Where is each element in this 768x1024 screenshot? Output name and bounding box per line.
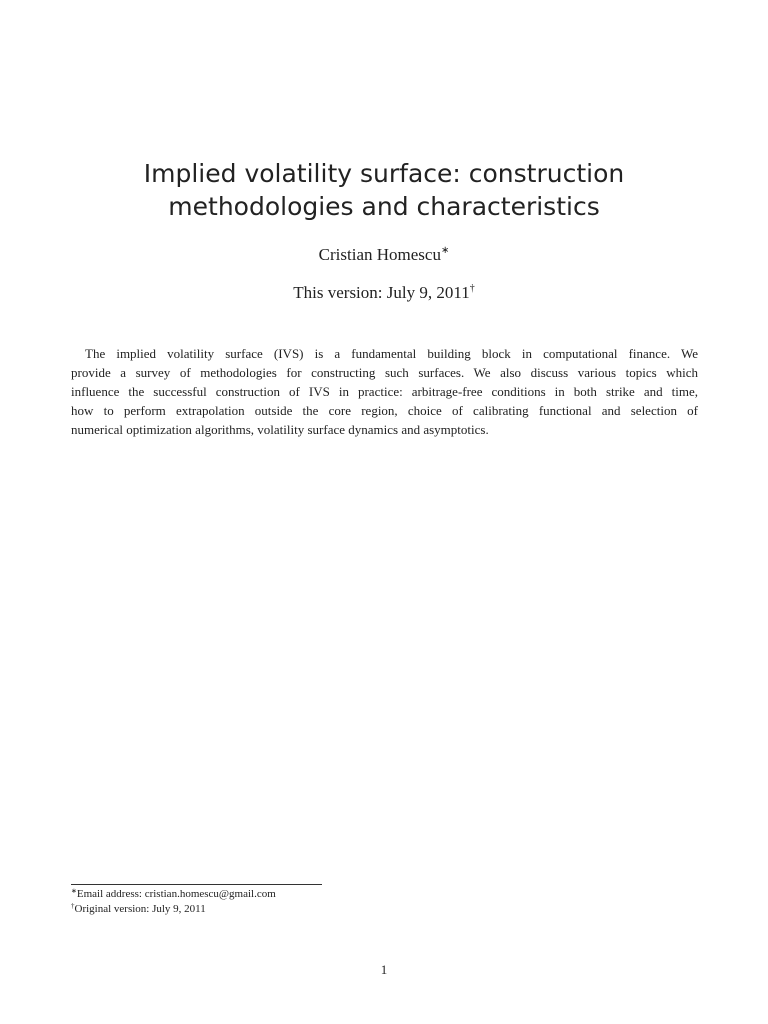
version-text: This version: July 9, 2011 — [293, 283, 470, 302]
version-line — [0, 283, 768, 303]
footnote-text: Email address: cristian.homescu@gmail.com — [76, 888, 276, 900]
abstract-line: provide a survey of methodologies for constructing such surfaces. We also discuss various topics which — [71, 365, 698, 380]
footnote-mark: ∗ — [71, 887, 77, 895]
abstract-line: The implied volatility surface (IVS) is a fundamental building block in computational finance. We — [85, 346, 698, 361]
author-line — [0, 245, 768, 265]
version-footnote-mark: † — [469, 283, 475, 294]
footnote-text: Original version: July 9, 2011 — [74, 903, 206, 915]
author-footnote-mark: ∗ — [440, 245, 450, 256]
title-line-1: Implied volatility surface: construction — [143, 159, 625, 188]
footnote-email — [71, 887, 276, 901]
title-line-2: methodologies and characteristics — [168, 192, 600, 221]
author-name: Cristian Homescu — [318, 245, 441, 264]
footnote-mark: † — [71, 902, 75, 910]
footnote-rule — [71, 884, 322, 885]
abstract — [71, 344, 698, 439]
abstract-line: influence the successful construction of IVS in practice: arbitrage-free conditions in both strike and time, — [71, 384, 698, 399]
paper-title — [60, 157, 708, 223]
footnote-original-version — [71, 902, 206, 916]
page-number: 1 — [380, 962, 388, 977]
abstract-line: numerical optimization algorithms, volatility surface dynamics and asymptotics. — [71, 422, 489, 437]
abstract-line: how to perform extrapolation outside the core region, choice of calibrating functional and selection of — [71, 403, 698, 418]
